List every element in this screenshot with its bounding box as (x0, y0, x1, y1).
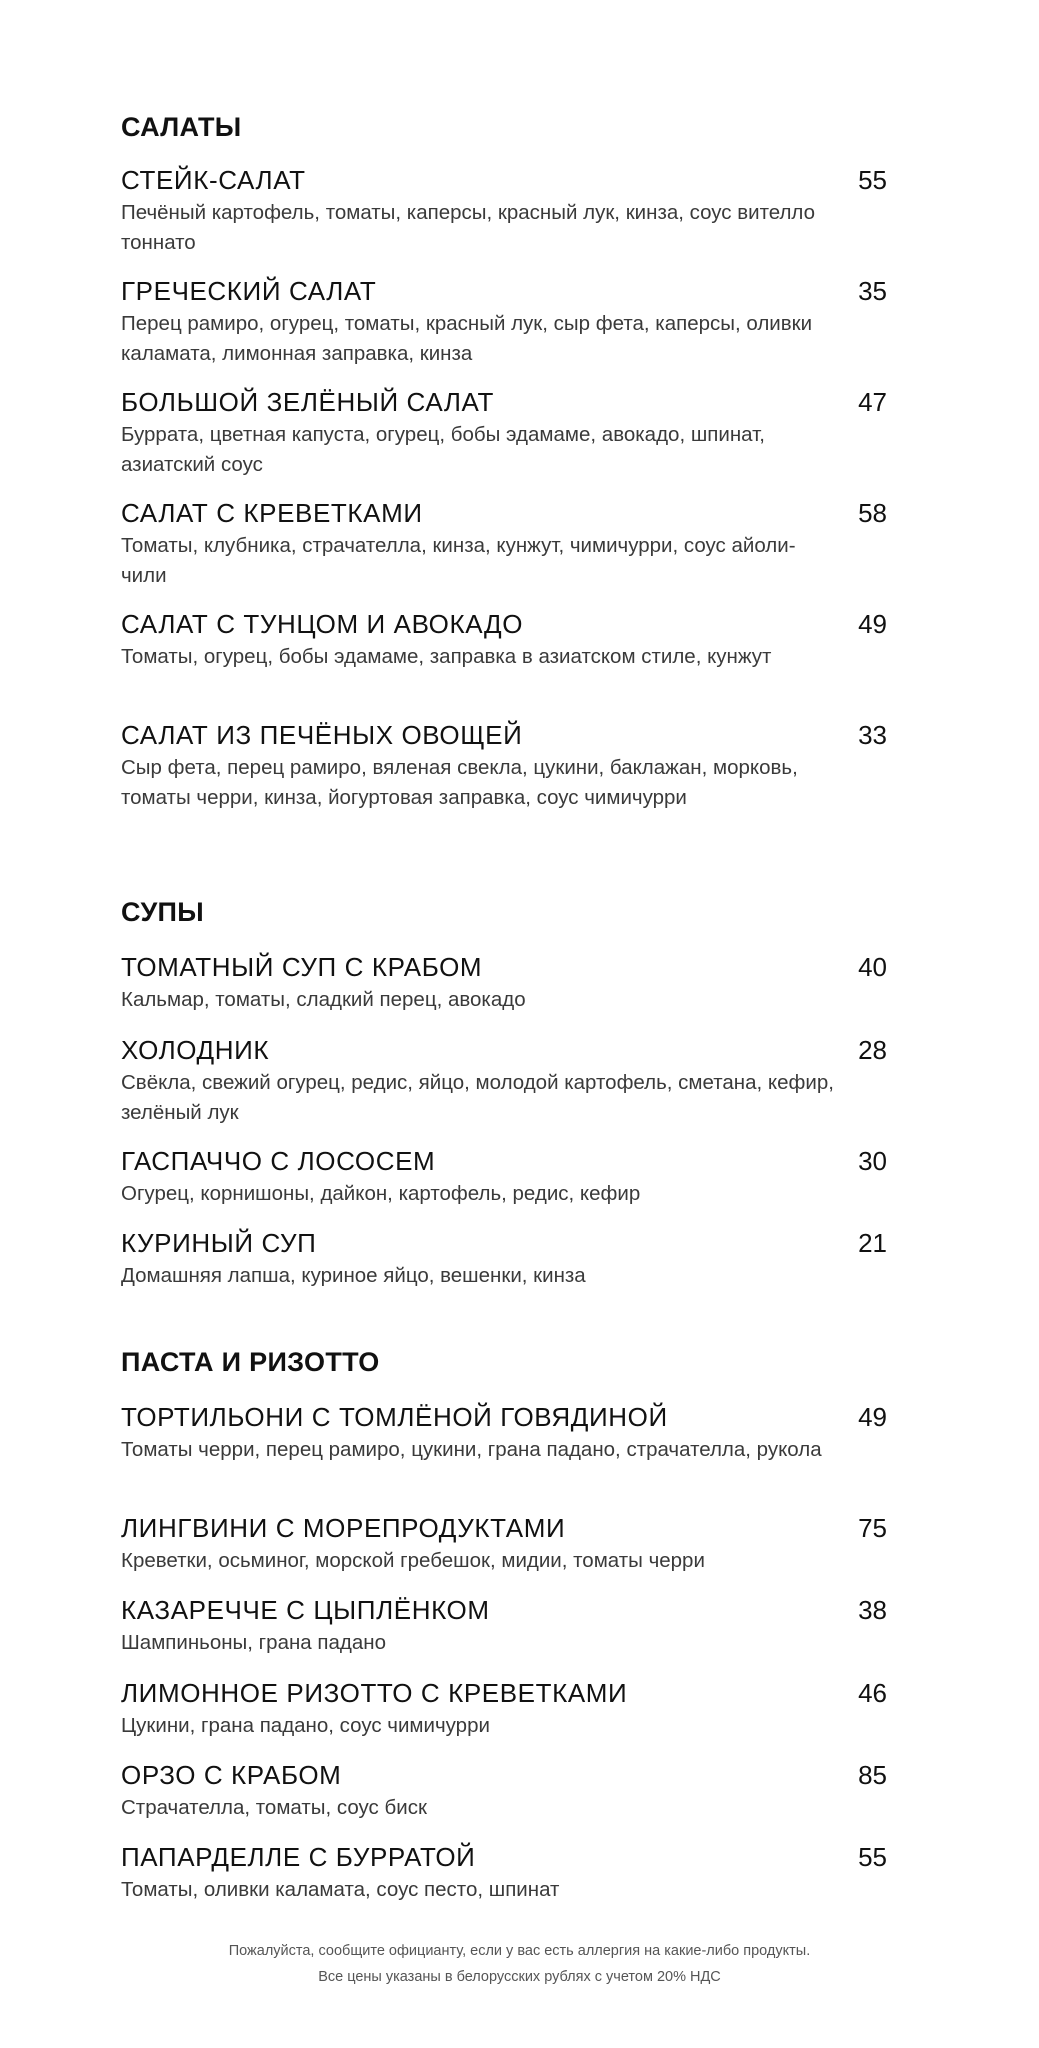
item-name: КАЗАРЕЧЧЕ С ЦЫПЛЁНКОМ (121, 1595, 490, 1625)
item-price: 49 (858, 609, 887, 639)
item-description: Буррата, цветная капуста, огурец, бобы эдамаме, авокадо, шпинат, азиатский соус (121, 423, 765, 476)
item-name: ХОЛОДНИК (121, 1035, 270, 1065)
item-name: ТОМАТНЫЙ СУП С КРАБОМ (121, 952, 483, 982)
item-description: Томаты, оливки каламата, соус песто, шпинат (121, 1878, 560, 1901)
item-name: ОРЗО С КРАБОМ (121, 1760, 342, 1790)
item-description: Страчателла, томаты, соус биск (121, 1796, 427, 1819)
menu-item (121, 275, 891, 369)
item-description: Кальмар, томаты, сладкий перец, авокадо (121, 988, 526, 1011)
item-name: САЛАТ С ТУНЦОМ И АВОКАДО (121, 609, 524, 639)
item-name: САЛАТ С КРЕВЕТКАМИ (121, 498, 423, 528)
item-name: ТОРТИЛЬОНИ С ТОМЛЁНОЙ ГОВЯДИНОЙ (121, 1402, 668, 1432)
menu-item (121, 164, 891, 258)
item-description: Свёкла, свежий огурец, редис, яйцо, молодой картофель, сметана, кефир, зелёный лук (121, 1071, 834, 1124)
menu-item (121, 1512, 891, 1576)
item-name: ГРЕЧЕСКИЙ САЛАТ (121, 276, 377, 306)
menu-item (121, 1227, 891, 1291)
item-name: ГАСПАЧЧО С ЛОСОСЕМ (121, 1146, 436, 1176)
menu-item (121, 1759, 891, 1823)
item-name: СТЕЙК-САЛАТ (121, 165, 306, 195)
item-price: 46 (858, 1678, 887, 1708)
item-description: Цукини, грана падано, соус чимичурри (121, 1714, 490, 1737)
item-price: 47 (858, 387, 887, 417)
menu-item (121, 719, 891, 813)
item-description: Перец рамиро, огурец, томаты, красный лук, сыр фета, каперсы, оливки каламата, лимонная заправка, кинза (121, 312, 813, 365)
item-price: 40 (858, 952, 887, 982)
menu-item (121, 608, 891, 672)
item-price: 21 (858, 1228, 887, 1258)
item-description: Печёный картофель, томаты, каперсы, красный лук, кинза, соус вителло тоннато (121, 201, 816, 254)
item-name: ЛИНГВИНИ С МОРЕПРОДУКТАМИ (121, 1513, 566, 1543)
menu-item (121, 951, 891, 1015)
menu-item (121, 1034, 891, 1128)
menu-item (121, 1401, 891, 1465)
allergy-notice: Пожалуйста, сообщите официанту, если у вас есть аллергия на какие-либо продукты. (228, 1943, 811, 1959)
section-title-pasta-risotto: ПАСТА И РИЗОТТО (121, 1347, 380, 1377)
item-price: 55 (858, 1842, 887, 1872)
item-price: 33 (858, 720, 887, 750)
item-price: 28 (858, 1035, 887, 1065)
item-price: 55 (858, 165, 887, 195)
menu-item (121, 497, 891, 591)
item-price: 75 (858, 1513, 887, 1543)
item-price: 30 (858, 1146, 887, 1176)
item-price: 35 (858, 276, 887, 306)
item-description: Томаты, огурец, бобы эдамаме, заправка в азиатском стиле, кунжут (121, 645, 772, 668)
section-title-soups: СУПЫ (121, 897, 204, 927)
item-description: Шампиньоны, грана падано (121, 1631, 386, 1654)
item-description: Огурец, корнишоны, дайкон, картофель, редис, кефир (121, 1182, 641, 1205)
section-title-salads: САЛАТЫ (121, 112, 242, 142)
item-description: Домашняя лапша, куриное яйцо, вешенки, кинза (121, 1264, 586, 1287)
item-price: 58 (858, 498, 887, 528)
menu-item (121, 1677, 891, 1741)
menu-item (121, 1841, 891, 1905)
item-price: 85 (858, 1760, 887, 1790)
item-name: БОЛЬШОЙ ЗЕЛЁНЫЙ САЛАТ (121, 387, 494, 417)
item-name: САЛАТ ИЗ ПЕЧЁНЫХ ОВОЩЕЙ (121, 720, 523, 750)
item-name: ПАПАРДЕЛЛЕ С БУРРАТОЙ (121, 1842, 476, 1872)
item-description: Томаты черри, перец рамиро, цукини, грана падано, страчателла, рукола (121, 1438, 822, 1461)
menu-item (121, 386, 891, 480)
price-notice: Все цены указаны в белорусских рублях с учетом 20% НДС (318, 1969, 721, 1985)
item-description: Сыр фета, перец рамиро, вяленая свекла, цукини, баклажан, морковь, томаты черри, кинза, йогуртовая заправка, соус чимичурри (121, 756, 798, 809)
menu-item (121, 1594, 891, 1658)
item-name: ЛИМОННОЕ РИЗОТТО С КРЕВЕТКАМИ (121, 1678, 628, 1708)
menu-item (121, 1145, 891, 1209)
item-description: Томаты, клубника, страчателла, кинза, кунжут, чимичурри, соус айоли-чили (121, 534, 796, 587)
item-price: 38 (858, 1595, 887, 1625)
item-price: 49 (858, 1402, 887, 1432)
item-name: КУРИНЫЙ СУП (121, 1228, 317, 1258)
item-description: Креветки, осьминог, морской гребешок, мидии, томаты черри (121, 1549, 705, 1572)
